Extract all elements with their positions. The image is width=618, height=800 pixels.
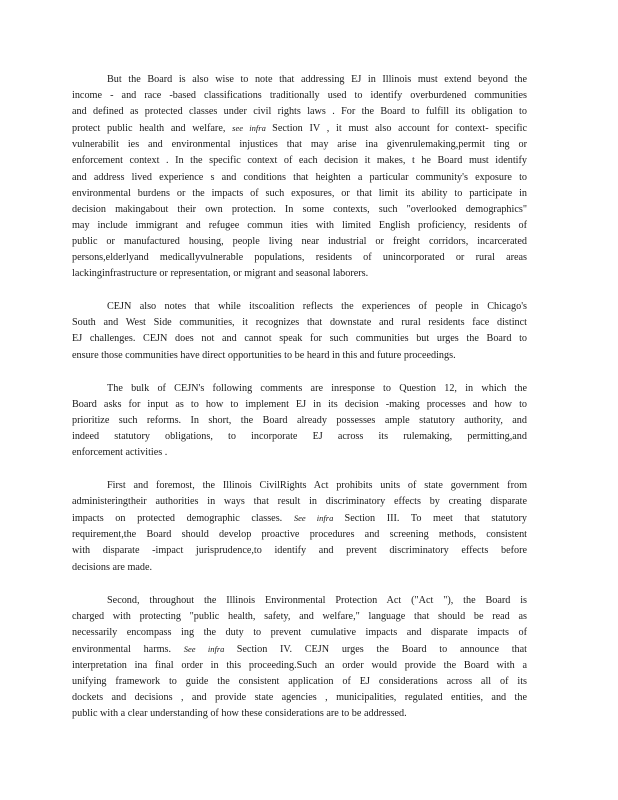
text-line: persons,elderlyand medicallyvulnerable populations, residents of unincorporated or rural areas [72,252,527,264]
text-line: may include immigrant and refugee commun ities with limited English proficiency, residents of [72,219,527,231]
text-line: public or manufactured housing, people living near industrial or freight corridors, incarcerated [72,235,527,247]
text-line: vulnerabilit ies and environmental injustices that may arise ina givenrulemaking,permit ting or [72,139,527,151]
paragraph-civil-rights-act [72,478,527,576]
text-line: impacts on protected demographic classes. See infra Section III. To meet that statutory [72,513,527,525]
text-line: The bulk of CEJN's following comments are inresponse to Question 12, in which the [107,382,527,394]
text-line: public with a clear understanding of how these considerations are to be addressed. [72,708,407,720]
text-line: South and West Side communities, it recognizes that downstate and rural residents face distinct [72,317,527,329]
text-line: environmental burdens or the impacts of such exposures, or that limit its ability to participate in [72,187,527,199]
text-line: lackinginfrastructure or representation, or migrant and seasonal laborers. [72,268,369,280]
text-line: protect public health and welfare, see infra Section IV , it must also account for context- specific [72,123,527,135]
text-line: necessarily encompass ing the duty to prevent cumulative impacts and disparate impacts of [72,626,527,638]
citation-signal: See infra [293,513,345,524]
text-line: decisions are made. [72,561,153,573]
text-line: decision makingabout their own protection. In some contexts, such "overlooked demographics" [72,203,527,215]
text-line: requirement,the Board should develop proactive procedures and screening methods, consistent [72,529,527,541]
paragraph-question-12 [72,381,527,461]
text-line: EJ challenges. CEJN does not and cannot speak for such communities but urges the Board to [72,333,527,345]
text-line: ensure those communities have direct opportunities to be heard in this and future proceedings. [72,349,456,361]
text-line: First and foremost, the Illinois CivilRights Act prohibits units of state government from [107,480,527,492]
text-line: Board asks for input as to how to implement EJ in its decision -making processes and how to [72,398,527,410]
text-line: interpretation ina final order in this proceeding.Such an order would provide the Board with a [72,660,527,671]
citation-signal: see infra [232,123,273,134]
text-line: with disparate -impact jurisprudence,to identify and prevent discriminatory effects before [72,545,527,557]
text-line: unifying framework to guide the consistent application of EJ considerations across all of its [72,676,527,688]
text-line: administeringtheir authorities in ways that result in discriminatory effects by creating disparate [72,496,527,508]
document-body [72,72,527,739]
text-line: prioritize such reforms. In short, the Board already possesses ample statutory authority, and [72,414,527,426]
paragraph-coalition [72,299,527,363]
paragraph-ej-scope [72,72,527,282]
text-line: But the Board is also wise to note that addressing EJ in Illinois must extend beyond the [107,74,527,85]
paragraph-environmental-protection-act [72,593,527,723]
text-line: charged with protecting "public health, safety, and welfare," language that should be read as [72,610,527,622]
text-line: dockets and decisions , and provide state agencies , municipalities, regulated entities, and the [72,692,527,704]
text-line: enforcement activities . [72,446,168,458]
text-line: indeed statutory obligations, to incorporate EJ across its rulemaking, permitting,and [72,430,527,442]
text-line: enforcement context . In the specific context of each decision it makes, t he Board must identify [72,155,527,167]
text-line: and address lived experience s and conditions that heighten a particular community's exposure to [72,171,527,183]
text-line: environmental harms. See infra Section IV. CEJN urges the Board to announce that [72,643,527,655]
text-line: CEJN also notes that while itscoalition reflects the experiences of people in Chicago's [107,301,527,313]
text-line: and defined as protected classes under civil rights laws . For the Board to fulfill its obligation to [72,106,527,118]
text-line: Second, throughout the Illinois Environmental Protection Act ("Act "), the Board is [107,594,527,606]
text-line: income - and race -based classifications traditionally used to identify overburdened communities [72,90,527,102]
citation-signal: See infra [183,643,237,654]
